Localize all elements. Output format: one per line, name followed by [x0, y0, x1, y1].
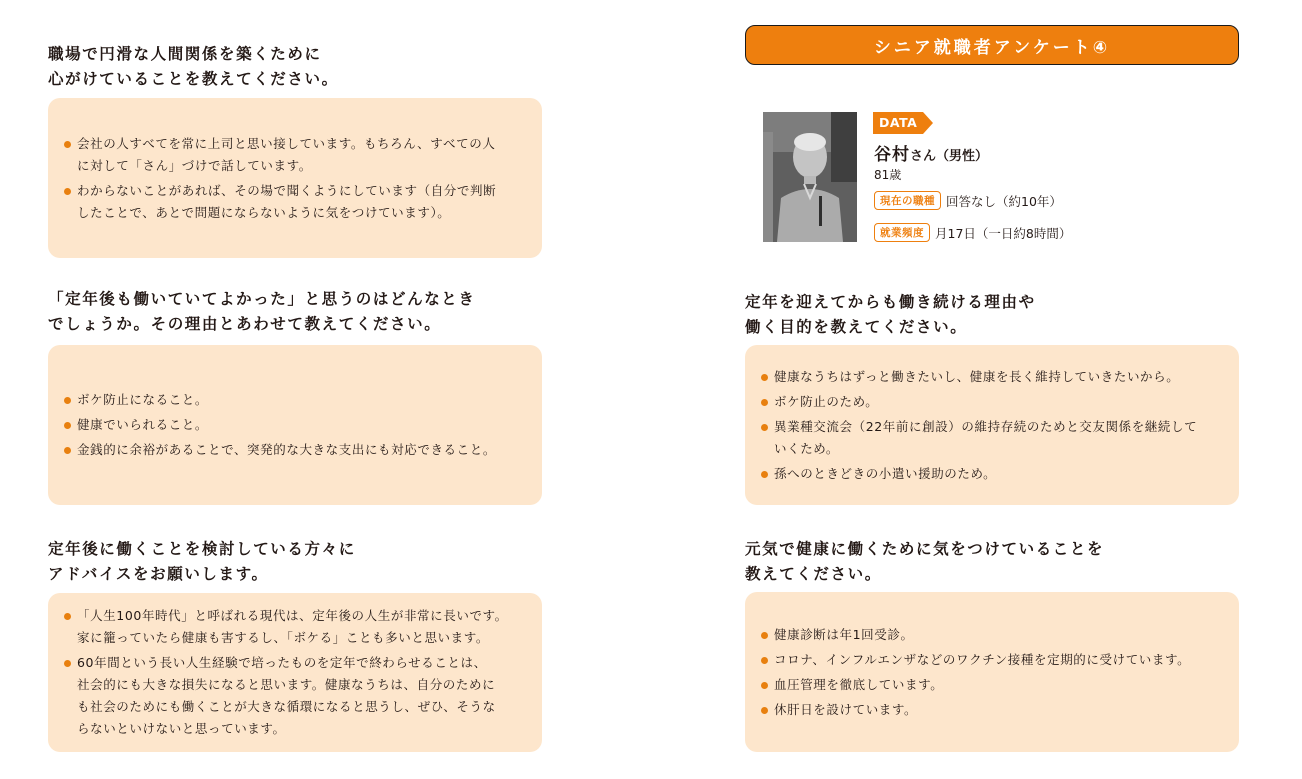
- answer-line: 家に籠っていたら健康も害するし、「ボケる」ことも多いと思います。: [77, 630, 489, 645]
- question-title-line: 定年を迎えてからも働き続ける理由や: [745, 293, 1036, 311]
- answer-item: [761, 649, 1229, 671]
- answer-line: 会社の人すべてを常に上司と思い接しています。もちろん、すべての人: [77, 135, 496, 151]
- answer-line: 休肝日を設けています。: [774, 701, 918, 717]
- job-row: [874, 191, 1062, 210]
- question-title-line: 教えてください。: [745, 565, 882, 583]
- answer-line: したことで、あとで問題にならないように気をつけています）。: [77, 204, 451, 220]
- question-title-glad-working: [48, 287, 476, 337]
- respondent-name-suffix: さん（男性）: [910, 149, 989, 164]
- answer-card-health: [745, 592, 1239, 752]
- respondent-photo: [763, 112, 857, 242]
- respondent-name: [874, 140, 988, 165]
- answer-line: 異業種交流会（22年前に創設）の維持存続のためと交友関係を継続して: [774, 418, 1198, 434]
- frequency-value: 月17日（一日約8時間）: [935, 225, 1072, 241]
- answer-line: 健康診断は年1回受診。: [774, 626, 914, 642]
- respondent-surname: 谷村: [874, 145, 910, 165]
- data-tag-label: DATA: [879, 115, 918, 130]
- answer-line: ボケ防止のため。: [774, 393, 879, 409]
- job-value: 回答なし（約10年）: [946, 193, 1062, 209]
- question-title-line: 定年後に働くことを検討している方々に: [48, 540, 356, 558]
- answer-card-workplace-relations: [48, 98, 542, 258]
- answer-line: らないといけないと思っています。: [77, 721, 286, 736]
- answer-line: に対して「さん」づけで話しています。: [77, 157, 312, 173]
- respondent-age: 81歳: [874, 168, 902, 182]
- answer-line: 「人生100年時代」と呼ばれる現代は、定年後の人生が非常に長いです。: [77, 608, 508, 623]
- answer-item: [761, 699, 1229, 721]
- answer-item: [64, 652, 532, 740]
- answer-line: 金銭的に余裕があることで、突発的な大きな支出にも対応できること。: [77, 442, 496, 457]
- frequency-row: [874, 223, 1071, 242]
- answer-item: [64, 605, 532, 649]
- answer-item: [64, 414, 532, 436]
- answer-item: [64, 439, 532, 461]
- answer-line: 孫へのときどきの小遣い援助のため。: [774, 465, 997, 481]
- answer-line: 60年間という長い人生経験で培ったものを定年で終わらせることは、: [77, 655, 487, 670]
- answer-item: [761, 391, 1229, 413]
- answer-line: コロナ、インフルエンザなどのワクチン接種を定期的に受けています。: [774, 651, 1191, 667]
- answer-item: [64, 389, 532, 411]
- answer-item: [64, 133, 532, 177]
- question-title-workplace-relations: [48, 42, 339, 92]
- answer-line: 健康なうちはずっと働きたいし、健康を長く維持していきたいから。: [774, 368, 1180, 384]
- question-title-line: アドバイスをお願いします。: [48, 565, 269, 583]
- frequency-label: 就業頻度: [874, 223, 930, 242]
- question-title-reasons: [745, 290, 1036, 340]
- question-title-line: でしょうか。その理由とあわせて教えてください。: [48, 315, 442, 333]
- answer-card-glad-working: [48, 345, 542, 505]
- answer-line: 血圧管理を徹底しています。: [774, 676, 944, 692]
- answer-line: 健康でいられること。: [77, 417, 209, 432]
- answer-item: [761, 366, 1229, 388]
- answer-item: [64, 180, 532, 224]
- question-title-advice: [48, 537, 356, 587]
- survey-banner: [745, 25, 1239, 65]
- question-title-line: 働く目的を教えてください。: [745, 318, 968, 336]
- question-title-line: 職場で円滑な人間関係を築くために: [48, 45, 322, 63]
- answer-line: いくため。: [774, 440, 840, 456]
- answer-line: ボケ防止になること。: [77, 392, 209, 407]
- data-tag: [873, 112, 933, 134]
- person-portrait-icon: [763, 112, 857, 242]
- answer-item: [761, 674, 1229, 696]
- answer-card-advice: [48, 593, 542, 752]
- answer-line: も社会のためにも働くことが大きな循環になると思うし、ぜひ、そうな: [77, 699, 496, 714]
- answer-item: [761, 463, 1229, 485]
- answer-card-reasons: [745, 345, 1239, 505]
- question-title-line: 元気で健康に働くために気をつけていることを: [745, 540, 1105, 558]
- answer-item: [761, 624, 1229, 646]
- job-label: 現在の職種: [874, 191, 941, 210]
- question-title-line: 心がけていることを教えてください。: [48, 70, 339, 88]
- answer-line: わからないことがあれば、その場で聞くようにしています（自分で判断: [77, 182, 497, 198]
- survey-banner-title: シニア就職者アンケート④: [873, 37, 1111, 58]
- answer-item: [761, 416, 1229, 460]
- answer-line: 社会的にも大きな損失になると思います。健康なうちは、自分のために: [77, 677, 496, 692]
- question-title-line: 「定年後も働いていてよかった」と思うのはどんなとき: [48, 290, 476, 308]
- question-title-health: [745, 537, 1104, 587]
